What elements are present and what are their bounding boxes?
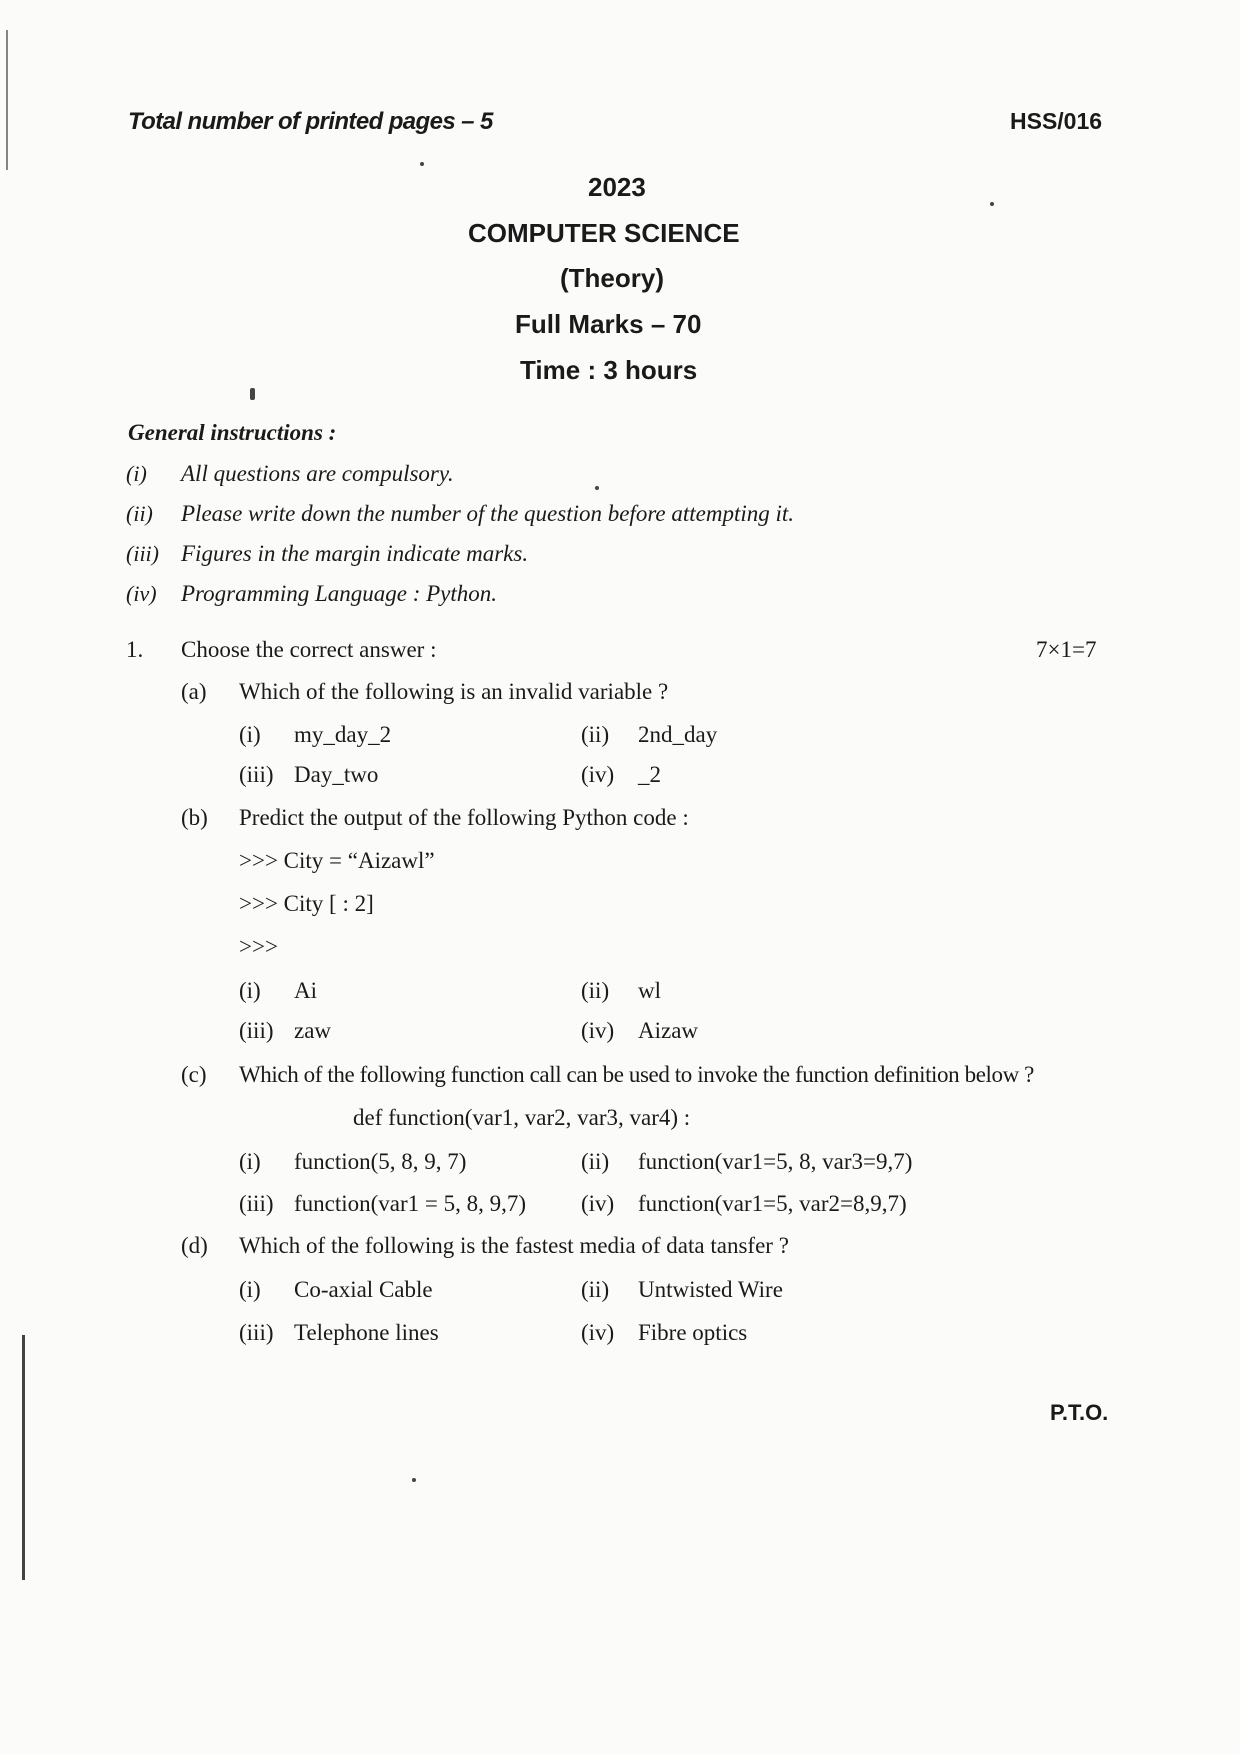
option-text: Ai [294, 978, 317, 1003]
option-number: (iv) [581, 1320, 615, 1345]
code-line: >>> City = “Aizawl” [239, 848, 435, 873]
option-text: zaw [294, 1018, 332, 1043]
instruction-text: All questions are compulsory. [181, 461, 454, 486]
option-text: wl [638, 978, 661, 1003]
option-text: function(var1=5, 8, var3=9,7) [638, 1149, 913, 1174]
option-number: (iii) [239, 762, 274, 787]
part-question: Which of the following is the fastest media of data tansfer ? [239, 1233, 789, 1258]
option-number: (i) [239, 1277, 261, 1302]
instruction-number: (iv) [126, 581, 157, 606]
part-label: (b) [181, 805, 208, 830]
option-number: (ii) [581, 978, 610, 1003]
question-marks: 7×1=7 [1036, 637, 1097, 662]
scan-speck [420, 162, 424, 166]
subject-title: COMPUTER SCIENCE [468, 218, 740, 248]
scan-margin-line-bottom [22, 1335, 25, 1580]
time-allowed: Time : 3 hours [520, 355, 698, 385]
option-text: function(5, 8, 9, 7) [294, 1149, 467, 1174]
code-line: >>> [239, 934, 278, 959]
option-number: (iv) [581, 1191, 615, 1216]
paper-type: (Theory) [560, 263, 664, 293]
option-text: Fibre optics [638, 1320, 748, 1345]
instruction-number: (i) [126, 461, 147, 486]
scan-speck [595, 486, 599, 490]
option-number: (iii) [239, 1320, 274, 1345]
total-pages-note: Total number of printed pages – 5 [128, 108, 493, 135]
option-text: Untwisted Wire [638, 1277, 783, 1302]
option-text: function(var1 = 5, 8, 9,7) [294, 1191, 527, 1216]
part-question: Which of the following is an invalid variable ? [239, 679, 669, 704]
part-question: Predict the output of the following Python code : [239, 805, 689, 830]
instruction-number: (ii) [126, 501, 153, 526]
option-text: Telephone lines [294, 1320, 439, 1345]
option-number: (ii) [581, 1277, 610, 1302]
option-text: Aizaw [638, 1018, 699, 1043]
instruction-text: Figures in the margin indicate marks. [181, 541, 529, 566]
part-label: (d) [181, 1233, 208, 1258]
question-prompt: Choose the correct answer : [181, 637, 437, 662]
question-number: 1. [126, 637, 144, 662]
option-number: (iv) [581, 1018, 615, 1043]
part-label: (a) [181, 679, 207, 704]
scan-margin-line-top [6, 30, 8, 170]
option-text: Day_two [294, 762, 379, 787]
instruction-number: (iii) [126, 541, 159, 566]
instructions-heading: General instructions : [128, 420, 337, 445]
scan-speck [990, 202, 994, 206]
full-marks: Full Marks – 70 [515, 309, 702, 339]
option-number: (iii) [239, 1018, 274, 1043]
option-number: (iv) [581, 762, 615, 787]
instruction-text: Programming Language : Python. [181, 581, 498, 606]
instruction-text: Please write down the number of the question before attempting it. [181, 501, 795, 526]
option-number: (i) [239, 722, 261, 747]
option-text: Co-axial Cable [294, 1277, 433, 1302]
code-line: def function(var1, var2, var3, var4) : [353, 1105, 691, 1130]
option-number: (ii) [581, 1149, 610, 1174]
exam-year: 2023 [588, 172, 646, 202]
option-text: _2 [638, 762, 661, 787]
part-label: (c) [181, 1062, 207, 1087]
option-text: function(var1=5, var2=8,9,7) [638, 1191, 907, 1216]
option-number: (ii) [581, 722, 610, 747]
option-number: (i) [239, 978, 261, 1003]
code-line: >>> City [ : 2] [239, 891, 374, 916]
option-number: (iii) [239, 1191, 274, 1216]
part-question: Which of the following function call can be used to invoke the function definition below ? [239, 1062, 1034, 1087]
option-text: my_day_2 [294, 722, 392, 747]
scan-speck [250, 388, 255, 400]
scan-speck [412, 1478, 416, 1482]
please-turn-over: P.T.O. [1050, 1400, 1109, 1425]
paper-code: HSS/016 [1010, 108, 1103, 134]
option-number: (i) [239, 1149, 261, 1174]
option-text: 2nd_day [638, 722, 718, 747]
